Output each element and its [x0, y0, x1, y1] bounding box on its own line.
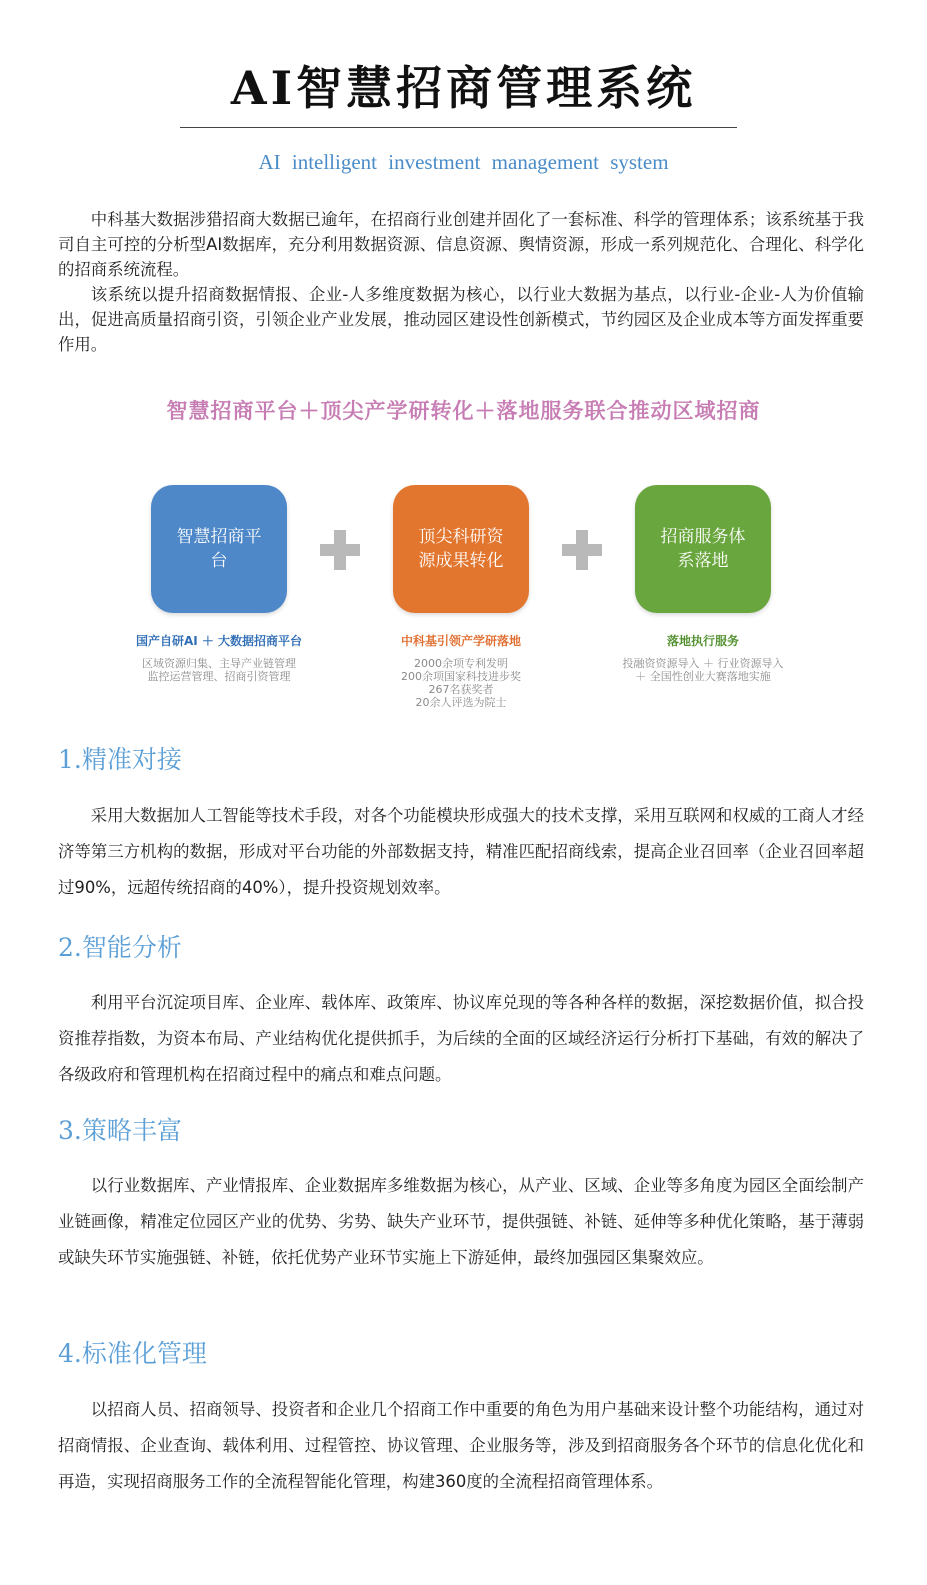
research-box	[393, 485, 529, 613]
service-box	[635, 485, 771, 613]
research-box-label: 顶尖科研资源成果转化	[418, 527, 504, 571]
plus-icon	[562, 530, 602, 570]
section-body-rich-strategy: 以行业数据库、产业情报库、企业数据库多维数据为核心，从产业、区域、企业等多角度为园区全面绘制产业链画像，精准定位园区产业的优势、劣势、缺失产业环节，提供强链、补链、延伸等多种优化策略，基于薄弱或缺失环节实施强链、补链，依托优势产业环节实施上下游延伸，最终加强园区集聚效应。	[58, 1176, 864, 1267]
service-caption: 落地执行服务	[666, 634, 739, 648]
section-title-smart-analysis: 2.智能分析	[58, 933, 182, 962]
section-body-standard-management: 以招商人员、招商领导、投资者和企业几个招商工作中重要的角色为用户基础来设计整个功能结构，通过对招商情报、企业查询、载体利用、过程管控、协议管理、企业服务等，涉及到招商服务各个环节的信息化优化和再造，实现招商服务工作的全流程智能化管理，构建360度的全流程招商管理体系。	[58, 1400, 864, 1491]
description-line: 区域资源归集、主导产业链管理	[142, 657, 296, 670]
section-title-rich-strategy: 3.策略丰富	[58, 1116, 182, 1145]
intro-paragraph: 中科基大数据涉猎招商大数据已逾年，在招商行业创建并固化了一套标准、科学的管理体系；该系统基于我司自主可控的分析型AI数据库，充分利用数据资源、信息资源、舆情资源，形成一系列规范化、合理化、科学化的招商系统流程。	[58, 210, 864, 279]
section-body-smart-analysis: 利用平台沉淀项目库、企业库、载体库、政策库、协议库兑现的等各种各样的数据，深挖数据价值，拟合投资推荐指数，为资本布局、产业结构优化提供抓手，为后续的全面的区域经济运行分析打下基础，有效的解决了各级政府和管理机构在招商过程中的痛点和难点问题。	[58, 993, 864, 1084]
section-title-precise-matching: 1.精准对接	[58, 745, 182, 774]
platform-caption: 国产自研AI ＋ 大数据招商平台	[135, 634, 303, 648]
platform-description	[99, 657, 339, 683]
service-box-label: 招商服务体系落地	[660, 527, 746, 571]
section-title-standard-management: 4.标准化管理	[58, 1339, 207, 1368]
research-caption: 中科基引领产学研落地	[400, 634, 521, 648]
intro-text	[58, 207, 864, 357]
description-line: 2000余项专利发明	[414, 657, 508, 670]
description-line: 20余人评选为院士	[415, 696, 507, 709]
page-title: AI智慧招商管理系统	[230, 61, 697, 115]
description-line: 200余项国家科技进步奖	[401, 670, 521, 683]
title-divider	[180, 127, 737, 128]
platform-box	[151, 485, 287, 613]
description-line: 监控运营管理、招商引资管理	[147, 670, 291, 683]
page-subtitle: AI intelligent investment management system	[258, 150, 669, 174]
intro-paragraph: 该系统以提升招商数据情报、企业-人多维度数据为核心，以行业大数据为基点，以行业-企业-人为价值输出，促进高质量招商引资，引领企业产业发展，推动园区建设性创新模式，节约园区及企业成本等方面发挥重要作用。	[58, 285, 864, 354]
service-description	[583, 657, 823, 683]
slogan-heading: 智慧招商平台＋顶尖产学研转化＋落地服务联合推动区域招商	[166, 399, 761, 423]
description-line: ＋ 全国性创业大赛落地实施	[635, 670, 771, 683]
description-line: 投融资资源导入 ＋ 行业资源导入	[622, 657, 784, 670]
platform-box-label: 智慧招商平台	[176, 527, 262, 571]
plus-icon	[320, 530, 360, 570]
section-body-precise-matching: 采用大数据加人工智能等技术手段，对各个功能模块形成强大的技术支撑，采用互联网和权威的工商人才经济等第三方机构的数据，形成对平台功能的外部数据支持，精准匹配招商线索，提高企业召回率（企业召回率超过90%，远超传统招商的40%），提升投资规划效率。	[58, 806, 864, 897]
research-description	[341, 657, 581, 709]
description-line: 267名获奖者	[428, 683, 494, 696]
